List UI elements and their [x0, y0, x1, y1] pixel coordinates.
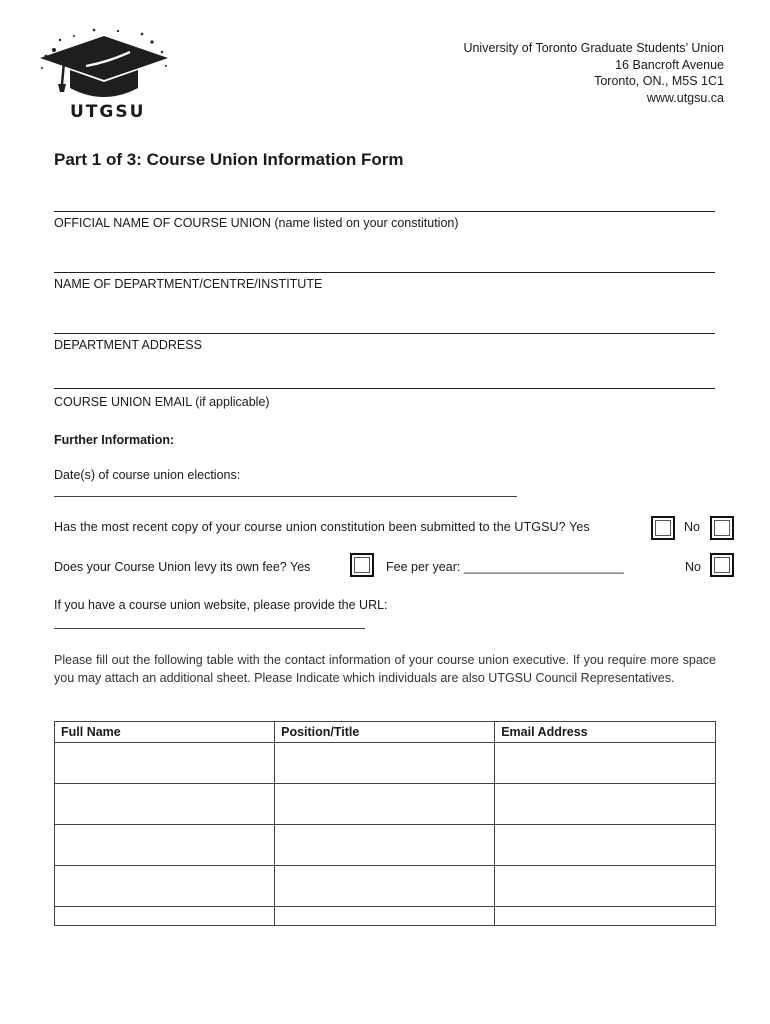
department-address-label: DEPARTMENT ADDRESS [54, 338, 202, 352]
elections-date-line[interactable] [54, 496, 517, 497]
union-address [463, 40, 724, 106]
email-address-cell[interactable] [495, 743, 716, 784]
course-union-name-label: OFFICIAL NAME OF COURSE UNION (name listed on your constitution) [54, 216, 459, 230]
email-address-cell[interactable] [495, 866, 716, 907]
course-union-email-label: COURSE UNION EMAIL (if applicable) [54, 395, 270, 409]
course-union-email-line[interactable] [54, 388, 715, 389]
table-row [55, 743, 716, 784]
levy-question: Does your Course Union levy its own fee? Yes [54, 560, 311, 574]
address-line: University of Toronto Graduate Students’ Union [463, 41, 724, 55]
full-name-cell[interactable] [55, 784, 275, 825]
logo-wordmark: UTGSU [70, 102, 146, 122]
full-name-cell[interactable] [55, 866, 275, 907]
position-title-cell[interactable] [275, 825, 495, 866]
levy-yes-checkbox[interactable] [350, 553, 374, 577]
full-name-cell[interactable] [55, 825, 275, 866]
constitution-yes-checkbox[interactable] [651, 516, 675, 540]
full-name-cell[interactable] [55, 743, 275, 784]
email-address-cell[interactable] [495, 907, 716, 926]
email-address-cell[interactable] [495, 784, 716, 825]
email-address-cell[interactable] [495, 825, 716, 866]
position-title-cell[interactable] [275, 784, 495, 825]
address-website[interactable]: www.utgsu.ca [646, 90, 724, 105]
course-union-name-line[interactable] [54, 211, 715, 212]
fee-per-year-field[interactable]: Fee per year: _______________________ [386, 560, 624, 574]
table-row [55, 866, 716, 907]
levy-no-checkbox[interactable] [710, 553, 734, 577]
constitution-no-checkbox[interactable] [710, 516, 734, 540]
table-instructions: Please fill out the following table with the contact information of your course union executive. If you require more space you may attach an additional sheet. Please Indicate which individuals are also UTGSU Council Representatives. [54, 653, 716, 685]
elections-date-label: Date(s) of course union elections: [54, 468, 241, 482]
full-name-header: Full Name [55, 722, 275, 743]
email-address-header: Email Address [495, 722, 716, 743]
department-name-label: NAME OF DEPARTMENT/CENTRE/INSTITUTE [54, 277, 323, 291]
position-title-cell[interactable] [275, 743, 495, 784]
table-row [55, 784, 716, 825]
address-line: 16 Bancroft Avenue [615, 57, 724, 72]
table-header-row [55, 722, 716, 743]
position-title-header: Position/Title [275, 722, 495, 743]
position-title-cell[interactable] [275, 866, 495, 907]
executive-contacts-table [54, 721, 716, 926]
levy-no-label: No [685, 560, 701, 574]
form-title: Part 1 of 3: Course Union Information Form [54, 150, 404, 169]
constitution-question: Has the most recent copy of your course union constitution been submitted to the UTGSU? Yes [54, 520, 590, 534]
utgsu-logo [34, 22, 174, 132]
further-information-heading: Further Information: [54, 433, 175, 447]
constitution-no-label: No [684, 520, 700, 534]
full-name-cell[interactable] [55, 907, 275, 926]
position-title-cell[interactable] [275, 907, 495, 926]
department-name-line[interactable] [54, 272, 715, 273]
table-row [55, 825, 716, 866]
website-url-label: If you have a course union website, please provide the URL: [54, 598, 388, 612]
department-address-line[interactable] [54, 333, 715, 334]
website-url-line[interactable] [54, 628, 365, 629]
table-row [55, 907, 716, 926]
address-line: Toronto, ON., M5S 1C1 [594, 74, 724, 88]
